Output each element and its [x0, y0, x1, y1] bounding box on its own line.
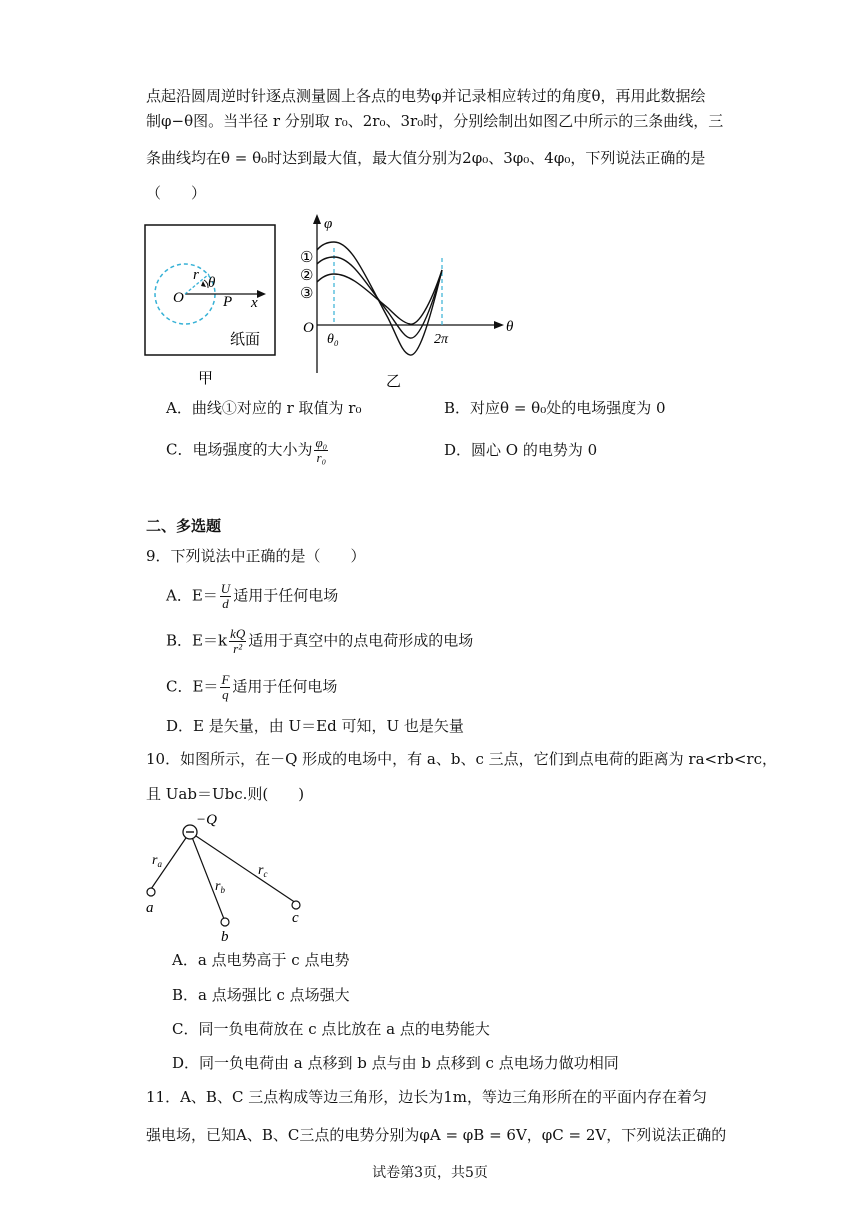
label-ra: $r_a$ — [152, 853, 162, 869]
label-b: b — [221, 929, 229, 945]
tick-2pi: 2π — [434, 332, 449, 347]
q10-stem-line2: 且 Uab＝Ubc.则( ) — [146, 785, 305, 803]
q8-answer-paren: （ ） — [146, 184, 207, 202]
fraction-numerator: kQ — [230, 626, 246, 641]
fraction-denominator: r² — [233, 641, 243, 656]
q8-option-a: A．曲线①对应的 r 取值为 r₀ — [166, 399, 362, 417]
theta-axis-arrow-icon — [494, 321, 504, 329]
q11-stem-line1: 11．A、B、C 三点构成等边三角形，边长为1m，等边三角形所在的平面内存在着匀 — [146, 1088, 707, 1106]
q8-stem-line3: 条曲线均在θ = θ₀时达到最大值，最大值分别为2φ₀、3φ₀、4φ₀，下列说法正确的是 — [146, 149, 706, 167]
label-x: x — [251, 295, 258, 311]
label-P: P — [223, 294, 233, 310]
fraction-denominator: d — [222, 596, 229, 611]
q8-stem-line1: 点起沿圆周逆时针逐点测量圆上各点的电势φ并记录相应转过的角度θ，再用此数据绘 — [146, 87, 706, 105]
page-footer: 试卷第3页，共5页 — [372, 1165, 488, 1181]
figure-jia — [140, 220, 280, 390]
q10-option-c: C．同一负电荷放在 c 点比放在 a 点的电势能大 — [172, 1020, 490, 1038]
q9-a-suffix: 适用于任何电场 — [233, 586, 339, 605]
q9-c-suffix: 适用于任何电场 — [232, 677, 338, 696]
curve-label-2: ② — [300, 268, 314, 284]
q10-option-a: A．a 点电势高于 c 点电势 — [172, 951, 350, 969]
fraction-denominator: r₀ — [316, 450, 327, 465]
line-to-c — [190, 832, 296, 903]
point-b — [221, 918, 229, 926]
q9-option-c — [166, 673, 337, 702]
q11-stem-line2: 强电场，已知A、B、C三点的电势分别为φA = φB = 6V，φC = 2V，下列说法正确的 — [146, 1126, 727, 1144]
point-c — [292, 901, 300, 909]
figure-point-charge — [138, 808, 318, 948]
curve-label-1: ① — [300, 250, 314, 266]
caption-yi: 乙 — [386, 374, 402, 388]
figure-yi — [292, 208, 524, 388]
q9-b-fraction — [229, 627, 246, 656]
fraction-numerator: U — [220, 581, 231, 596]
origin-label: O — [303, 320, 314, 336]
fraction-denominator: q — [222, 687, 229, 702]
q9-a-prefix: A．E＝ — [166, 586, 218, 605]
curve-label-3: ③ — [300, 286, 314, 302]
q8-option-c-text: C．电场强度的大小为 — [166, 440, 313, 459]
q9-b-prefix: B．E＝k — [166, 631, 228, 650]
label-O: O — [173, 290, 184, 306]
fraction-numerator: φ₀ — [315, 435, 328, 450]
q9-c-prefix: C．E＝ — [166, 677, 219, 696]
charge-label: −Q — [196, 812, 217, 828]
q9-option-d: D．E 是矢量，由 U＝Ed 可知，U 也是矢量 — [166, 717, 464, 735]
label-rc: $r_c$ — [258, 863, 268, 879]
label-rb: $r_b$ — [215, 879, 225, 895]
angle-arrow-icon — [201, 281, 206, 287]
q8-option-c — [166, 436, 330, 465]
q10-option-b: B．a 点场强比 c 点场强大 — [172, 986, 350, 1004]
curve-2 — [317, 257, 442, 338]
q9-c-fraction — [220, 673, 230, 702]
fraction-numerator: F — [221, 672, 230, 687]
point-a — [147, 888, 155, 896]
axis-label-phi: φ — [324, 216, 333, 232]
tick-theta0: θ₀ — [327, 332, 339, 347]
section-title: 二、多选题 — [146, 517, 222, 535]
curve-3 — [317, 270, 442, 324]
caption-jia: 甲 — [198, 371, 214, 387]
q9-option-b — [166, 627, 473, 656]
axis-label-theta: θ — [506, 319, 514, 335]
label-a: a — [146, 900, 154, 916]
label-c: c — [292, 910, 299, 926]
phi-axis-arrow-icon — [313, 214, 321, 224]
x-axis-arrow-icon — [257, 290, 266, 298]
q9-b-suffix: 适用于真空中的点电荷形成的电场 — [248, 631, 474, 650]
q10-stem-line1: 10．如图所示，在－Q 形成的电场中，有 a、b、c 三点，它们到点电荷的距离为 ra<rb<rc， — [146, 750, 777, 768]
q9-option-a — [166, 582, 338, 611]
line-to-b — [190, 832, 224, 919]
label-paper: 纸面 — [230, 332, 261, 348]
label-theta: θ — [208, 275, 216, 291]
q8-option-b: B．对应θ = θ₀处的电场强度为 0 — [444, 399, 666, 417]
q8-option-c-fraction — [314, 436, 328, 465]
q8-option-d: D．圆心 O 的电势为 0 — [444, 441, 598, 459]
label-r: r — [193, 267, 199, 283]
q10-option-d: D．同一负电荷由 a 点移到 b 点与由 b 点移到 c 点电场力做功相同 — [172, 1054, 619, 1072]
q9-a-fraction — [220, 582, 231, 611]
q8-stem-line2: 制φ−θ图。当半径 r 分别取 r₀、2r₀、3r₀时，分别绘制出如图乙中所示的三条曲线，三 — [146, 112, 724, 130]
q9-stem: 9．下列说法中正确的是（ ） — [146, 547, 366, 565]
